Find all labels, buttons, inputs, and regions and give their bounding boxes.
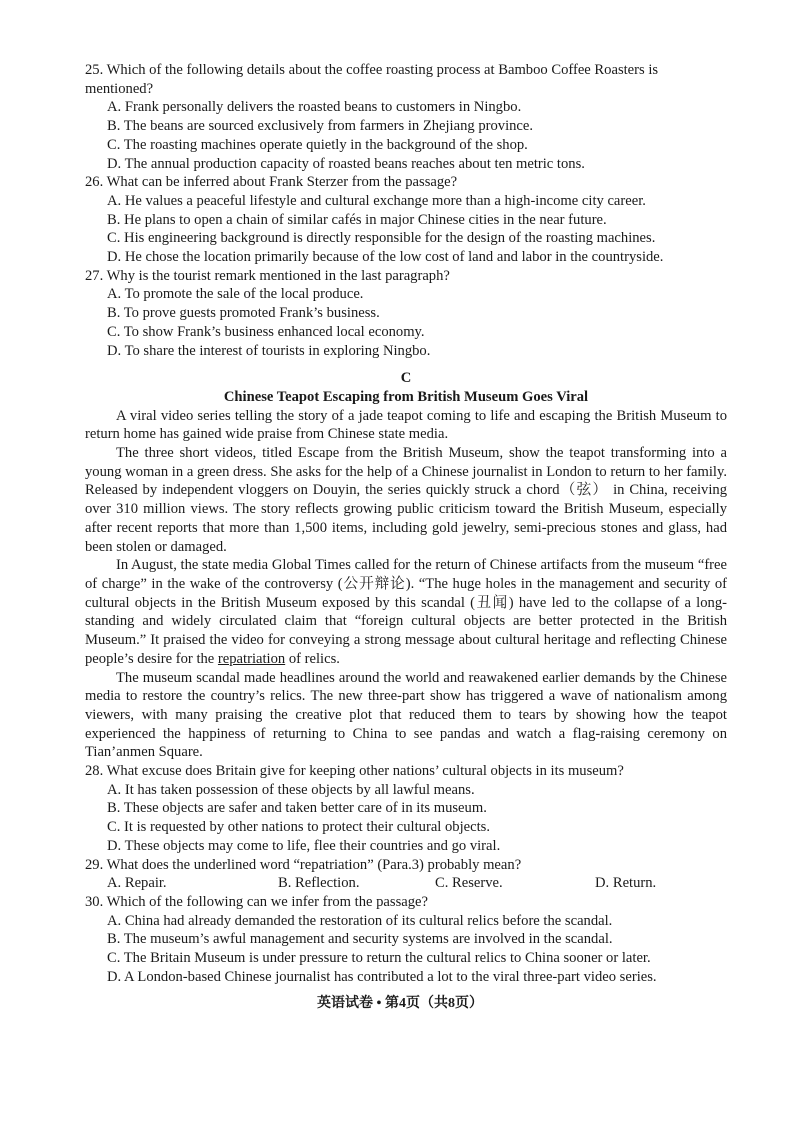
option-c: C. It is requested by other nations to protect their cultural objects. bbox=[107, 819, 490, 836]
question-26 bbox=[85, 173, 727, 267]
option-d: D. He chose the location primarily because of the low cost of land and labor in the countryside. bbox=[107, 249, 664, 266]
question-stem: 30. Which of the following can we infer from the passage? bbox=[85, 893, 428, 910]
option-d: D. Return. bbox=[595, 875, 657, 892]
section-letter: C bbox=[400, 370, 412, 387]
option-b: B. He plans to open a chain of similar cafés in major Chinese cities in the near future. bbox=[107, 211, 607, 228]
question-stem: 26. What can be inferred about Frank Sterzer from the passage? bbox=[85, 174, 458, 191]
passage-title: Chinese Teapot Escaping from British Museum Goes Viral bbox=[223, 388, 589, 405]
option-a: A. Frank personally delivers the roasted beans to customers in Ningbo. bbox=[107, 99, 522, 116]
paragraph-1: A viral video series telling the story of a jade teapot coming to life and escaping the British Museum to return home has gained wide praise from Chinese state media. bbox=[85, 407, 727, 443]
option-b: B. Reflection. bbox=[278, 875, 360, 892]
option-b: B. The museum’s awful management and security systems are involved in the scandal. bbox=[107, 931, 613, 948]
options-row bbox=[107, 874, 727, 893]
option-a: A. He values a peaceful lifestyle and cultural exchange more than a high-income city career. bbox=[107, 192, 646, 209]
option-c: C. His engineering background is directly responsible for the design of the roasting machines. bbox=[107, 230, 656, 247]
exam-page bbox=[85, 61, 727, 986]
option-c: C. The roasting machines operate quietly in the background of the shop. bbox=[107, 136, 528, 153]
paragraph-3 bbox=[85, 556, 727, 668]
paragraph-2: The three short videos, titled Escape from the British Museum, show the teapot transforming into a young woman in a green dress. She asks for the help of a Chinese journalist in London to return to her family. Released by independent vloggers on Douyin, the series quickly struck a chord（弦） in China, receiving over 310 million views. The story reflects growing public criticism toward the British Museum, especially after recent reports that more than 1,500 items, including gold jewelry, semi-precious stones and glass, had been stolen or damaged. bbox=[85, 445, 727, 555]
paragraph-3-end: of relics. bbox=[285, 650, 340, 667]
question-stem: 28. What excuse does Britain give for keeping other nations’ cultural objects in its museum? bbox=[85, 763, 624, 780]
underlined-word: repatriation bbox=[217, 650, 286, 667]
option-b: B. The beans are sourced exclusively from farmers in Zhejiang province. bbox=[107, 118, 534, 135]
paragraph-4: The museum scandal made headlines around the world and reawakened earlier demands by the Chinese media to restore the country’s relics. The new three-part show has triggered a wave of nationalism among viewers, with many praising the creative plot that reduced them to tears by showing how the teapot experienced the happiness of returning to China to see pandas and watch a flag-raising ceremony on Tian’anmen Square. bbox=[85, 669, 727, 761]
option-c: C. The Britain Museum is under pressure to return the cultural relics to China sooner or later. bbox=[107, 950, 651, 967]
option-b: B. To prove guests promoted Frank’s business. bbox=[107, 305, 380, 322]
question-stem: 25. Which of the following details about the coffee roasting process at Bamboo Coffee Roasters is mentioned? bbox=[85, 62, 659, 97]
option-a: A. China had already demanded the restoration of its cultural relics before the scandal. bbox=[107, 912, 613, 929]
option-a: A. Repair. bbox=[107, 875, 167, 892]
question-29 bbox=[85, 856, 727, 893]
question-28 bbox=[85, 762, 727, 856]
option-c: C. Reserve. bbox=[435, 875, 503, 892]
question-27 bbox=[85, 267, 727, 361]
option-b: B. These objects are safer and taken better care of in its museum. bbox=[107, 800, 487, 817]
question-25 bbox=[85, 61, 727, 173]
question-stem: 29. What does the underlined word “repatriation” (Para.3) probably mean? bbox=[85, 856, 522, 873]
page-footer: 英语试卷 • 第4页（共8页） bbox=[317, 996, 483, 1011]
option-a: A. To promote the sale of the local produce. bbox=[107, 286, 364, 303]
question-30 bbox=[85, 893, 727, 987]
option-d: D. A London-based Chinese journalist has contributed a lot to the viral three-part video series. bbox=[107, 968, 657, 985]
option-d: D. To share the interest of tourists in exploring Ningbo. bbox=[107, 342, 431, 359]
option-a: A. It has taken possession of these objects by all lawful means. bbox=[107, 781, 475, 798]
option-d: D. These objects may come to life, flee their countries and go viral. bbox=[107, 837, 501, 854]
question-stem: 27. Why is the tourist remark mentioned in the last paragraph? bbox=[85, 267, 450, 284]
paragraph-3-text: In August, the state media Global Times called for the return of Chinese artifacts from the museum “free of charge” in the wake of the controversy (公开辩论). “The huge holes in the management and security of cultural objects in the British Museum exposed by this scandal (丑闻) have led to the collapse of a long-standing and widely circulated claim that “foreign cultural objects are better protected in the British Museum.” It praised the video for conveying a strong message about cultural heritage and reflecting Chinese people’s desire for the bbox=[85, 557, 727, 667]
option-c: C. To show Frank’s business enhanced local economy. bbox=[107, 323, 425, 340]
option-d: D. The annual production capacity of roasted beans reaches about ten metric tons. bbox=[107, 155, 585, 172]
